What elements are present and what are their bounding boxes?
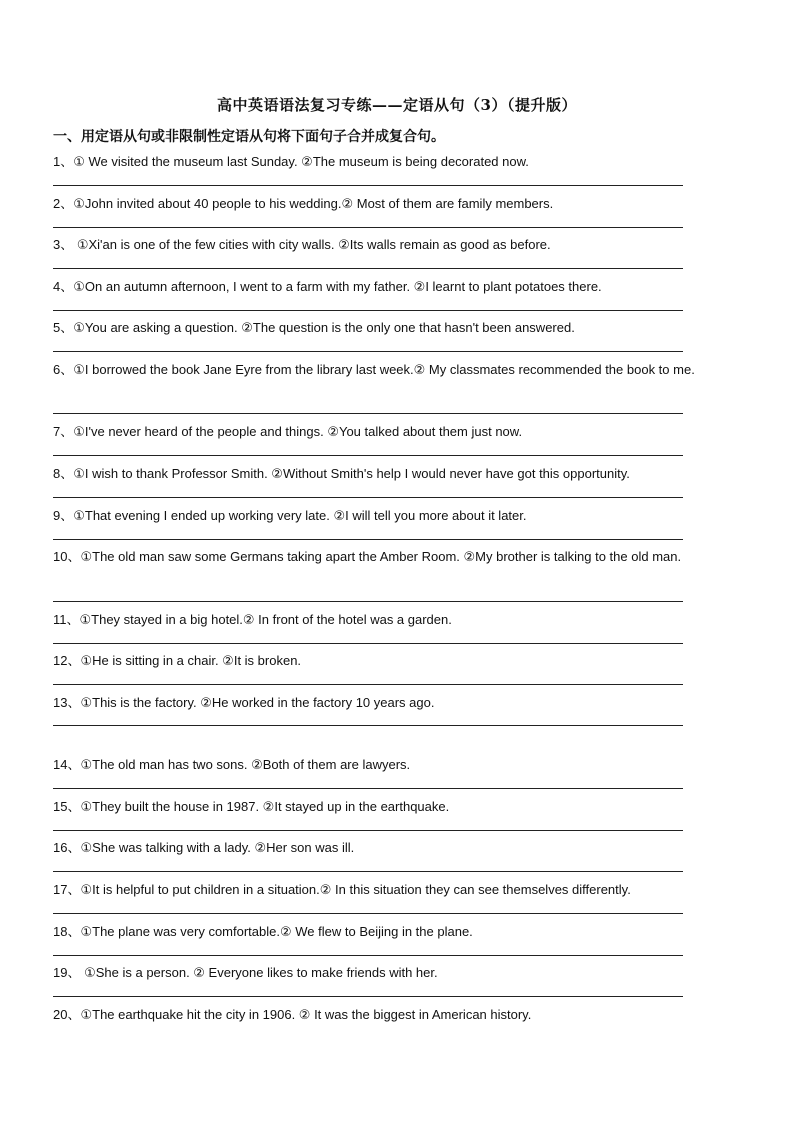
question-number: 13、 — [53, 695, 81, 710]
question-number: 11、 — [53, 612, 80, 627]
question-text: ①The old man has two sons. ②Both of them are lawyers. — [80, 757, 411, 772]
question-text: ①They stayed in a big hotel.② In front of the hotel was a garden. — [79, 612, 452, 627]
question-text: ①She was talking with a lady. ②Her son was ill. — [80, 840, 355, 855]
answer-line-16[interactable] — [53, 871, 683, 872]
answer-line-2[interactable] — [53, 227, 683, 228]
question-20 — [53, 1006, 743, 1023]
question-number: 18、 — [53, 924, 81, 939]
question-text: ①You are asking a question. ②The question is the only one that hasn't been answered. — [73, 320, 575, 335]
question-number: 7、 — [53, 424, 74, 439]
answer-line-7[interactable] — [53, 455, 683, 456]
question-12 — [53, 652, 743, 669]
question-9 — [53, 507, 743, 524]
answer-line-17[interactable] — [53, 913, 683, 914]
question-text: ①The plane was very comfortable.② We flew to Beijing in the plane. — [80, 924, 473, 939]
question-text: ①The old man saw some Germans taking apart the Amber Room. ②My brother is talking to the old man. — [80, 549, 682, 564]
question-number: 4、 — [53, 279, 74, 294]
question-text: ①He is sitting in a chair. ②It is broken. — [80, 653, 302, 668]
answer-line-9[interactable] — [53, 539, 683, 540]
question-text: ①That evening I ended up working very late. ②I will tell you more about it later. — [73, 508, 527, 523]
answer-line-4[interactable] — [53, 310, 683, 311]
question-text: ① We visited the museum last Sunday. ②The museum is being decorated now. — [73, 154, 529, 169]
question-10 — [53, 548, 743, 565]
question-16 — [53, 839, 743, 856]
answer-line-6[interactable] — [53, 413, 683, 414]
question-text: ①I borrowed the book Jane Eyre from the library last week.② My classmates recommended the book to me. — [73, 362, 695, 377]
question-number: 12、 — [53, 653, 81, 668]
question-15 — [53, 798, 743, 815]
question-6 — [53, 361, 743, 378]
question-3 — [53, 236, 743, 253]
question-7 — [53, 423, 743, 440]
question-number: 10、 — [53, 549, 81, 564]
question-text: ①I wish to thank Professor Smith. ②Without Smith's help I would never have got this opportunity. — [73, 466, 630, 481]
question-number: 1、 — [53, 154, 74, 169]
question-1 — [53, 153, 743, 170]
question-18 — [53, 923, 743, 940]
answer-line-3[interactable] — [53, 268, 683, 269]
question-text: ①Xi'an is one of the few cities with city walls. ②Its walls remain as good as before. — [73, 237, 551, 252]
question-number: 16、 — [53, 840, 81, 855]
question-19 — [53, 964, 743, 981]
question-5 — [53, 319, 743, 336]
answer-line-1[interactable] — [53, 185, 683, 186]
question-number: 6、 — [53, 362, 74, 377]
answer-line-15[interactable] — [53, 830, 683, 831]
question-14 — [53, 756, 743, 773]
question-number: 19、 — [53, 965, 81, 980]
answer-line-8[interactable] — [53, 497, 683, 498]
question-11 — [53, 611, 743, 628]
answer-line-10[interactable] — [53, 601, 683, 602]
page-title: 高中英语语法复习专练——定语从句（3）（提升版） — [217, 96, 577, 114]
question-number: 3、 — [53, 237, 74, 252]
question-text: ①This is the factory. ②He worked in the factory 10 years ago. — [80, 695, 435, 710]
question-2 — [53, 195, 743, 212]
question-number: 14、 — [53, 757, 81, 772]
question-text: ①The earthquake hit the city in 1906. ② It was the biggest in American history. — [80, 1007, 532, 1022]
answer-line-13[interactable] — [53, 725, 683, 726]
section-heading: 一、用定语从句或非限制性定语从句将下面句子合并成复合句。 — [53, 129, 445, 145]
question-17 — [53, 881, 743, 898]
question-4 — [53, 278, 743, 295]
question-number: 8、 — [53, 466, 74, 481]
question-text: ①On an autumn afternoon, I went to a farm with my father. ②I learnt to plant potatoes there. — [73, 279, 602, 294]
question-number: 20、 — [53, 1007, 81, 1022]
answer-line-19[interactable] — [53, 996, 683, 997]
answer-line-11[interactable] — [53, 643, 683, 644]
question-number: 5、 — [53, 320, 74, 335]
answer-line-14[interactable] — [53, 788, 683, 789]
question-number: 9、 — [53, 508, 74, 523]
question-text: ①She is a person. ② Everyone likes to make friends with her. — [80, 965, 438, 980]
question-8 — [53, 465, 743, 482]
question-13 — [53, 694, 743, 711]
question-text: ①I've never heard of the people and things. ②You talked about them just now. — [73, 424, 523, 439]
question-text: ①John invited about 40 people to his wedding.② Most of them are family members. — [73, 196, 554, 211]
question-number: 15、 — [53, 799, 81, 814]
answer-line-12[interactable] — [53, 684, 683, 685]
question-text: ①They built the house in 1987. ②It stayed up in the earthquake. — [80, 799, 450, 814]
question-number: 17、 — [53, 882, 81, 897]
question-number: 2、 — [53, 196, 74, 211]
question-text: ①It is helpful to put children in a situation.② In this situation they can see themselves differently. — [80, 882, 631, 897]
answer-line-5[interactable] — [53, 351, 683, 352]
answer-line-18[interactable] — [53, 955, 683, 956]
